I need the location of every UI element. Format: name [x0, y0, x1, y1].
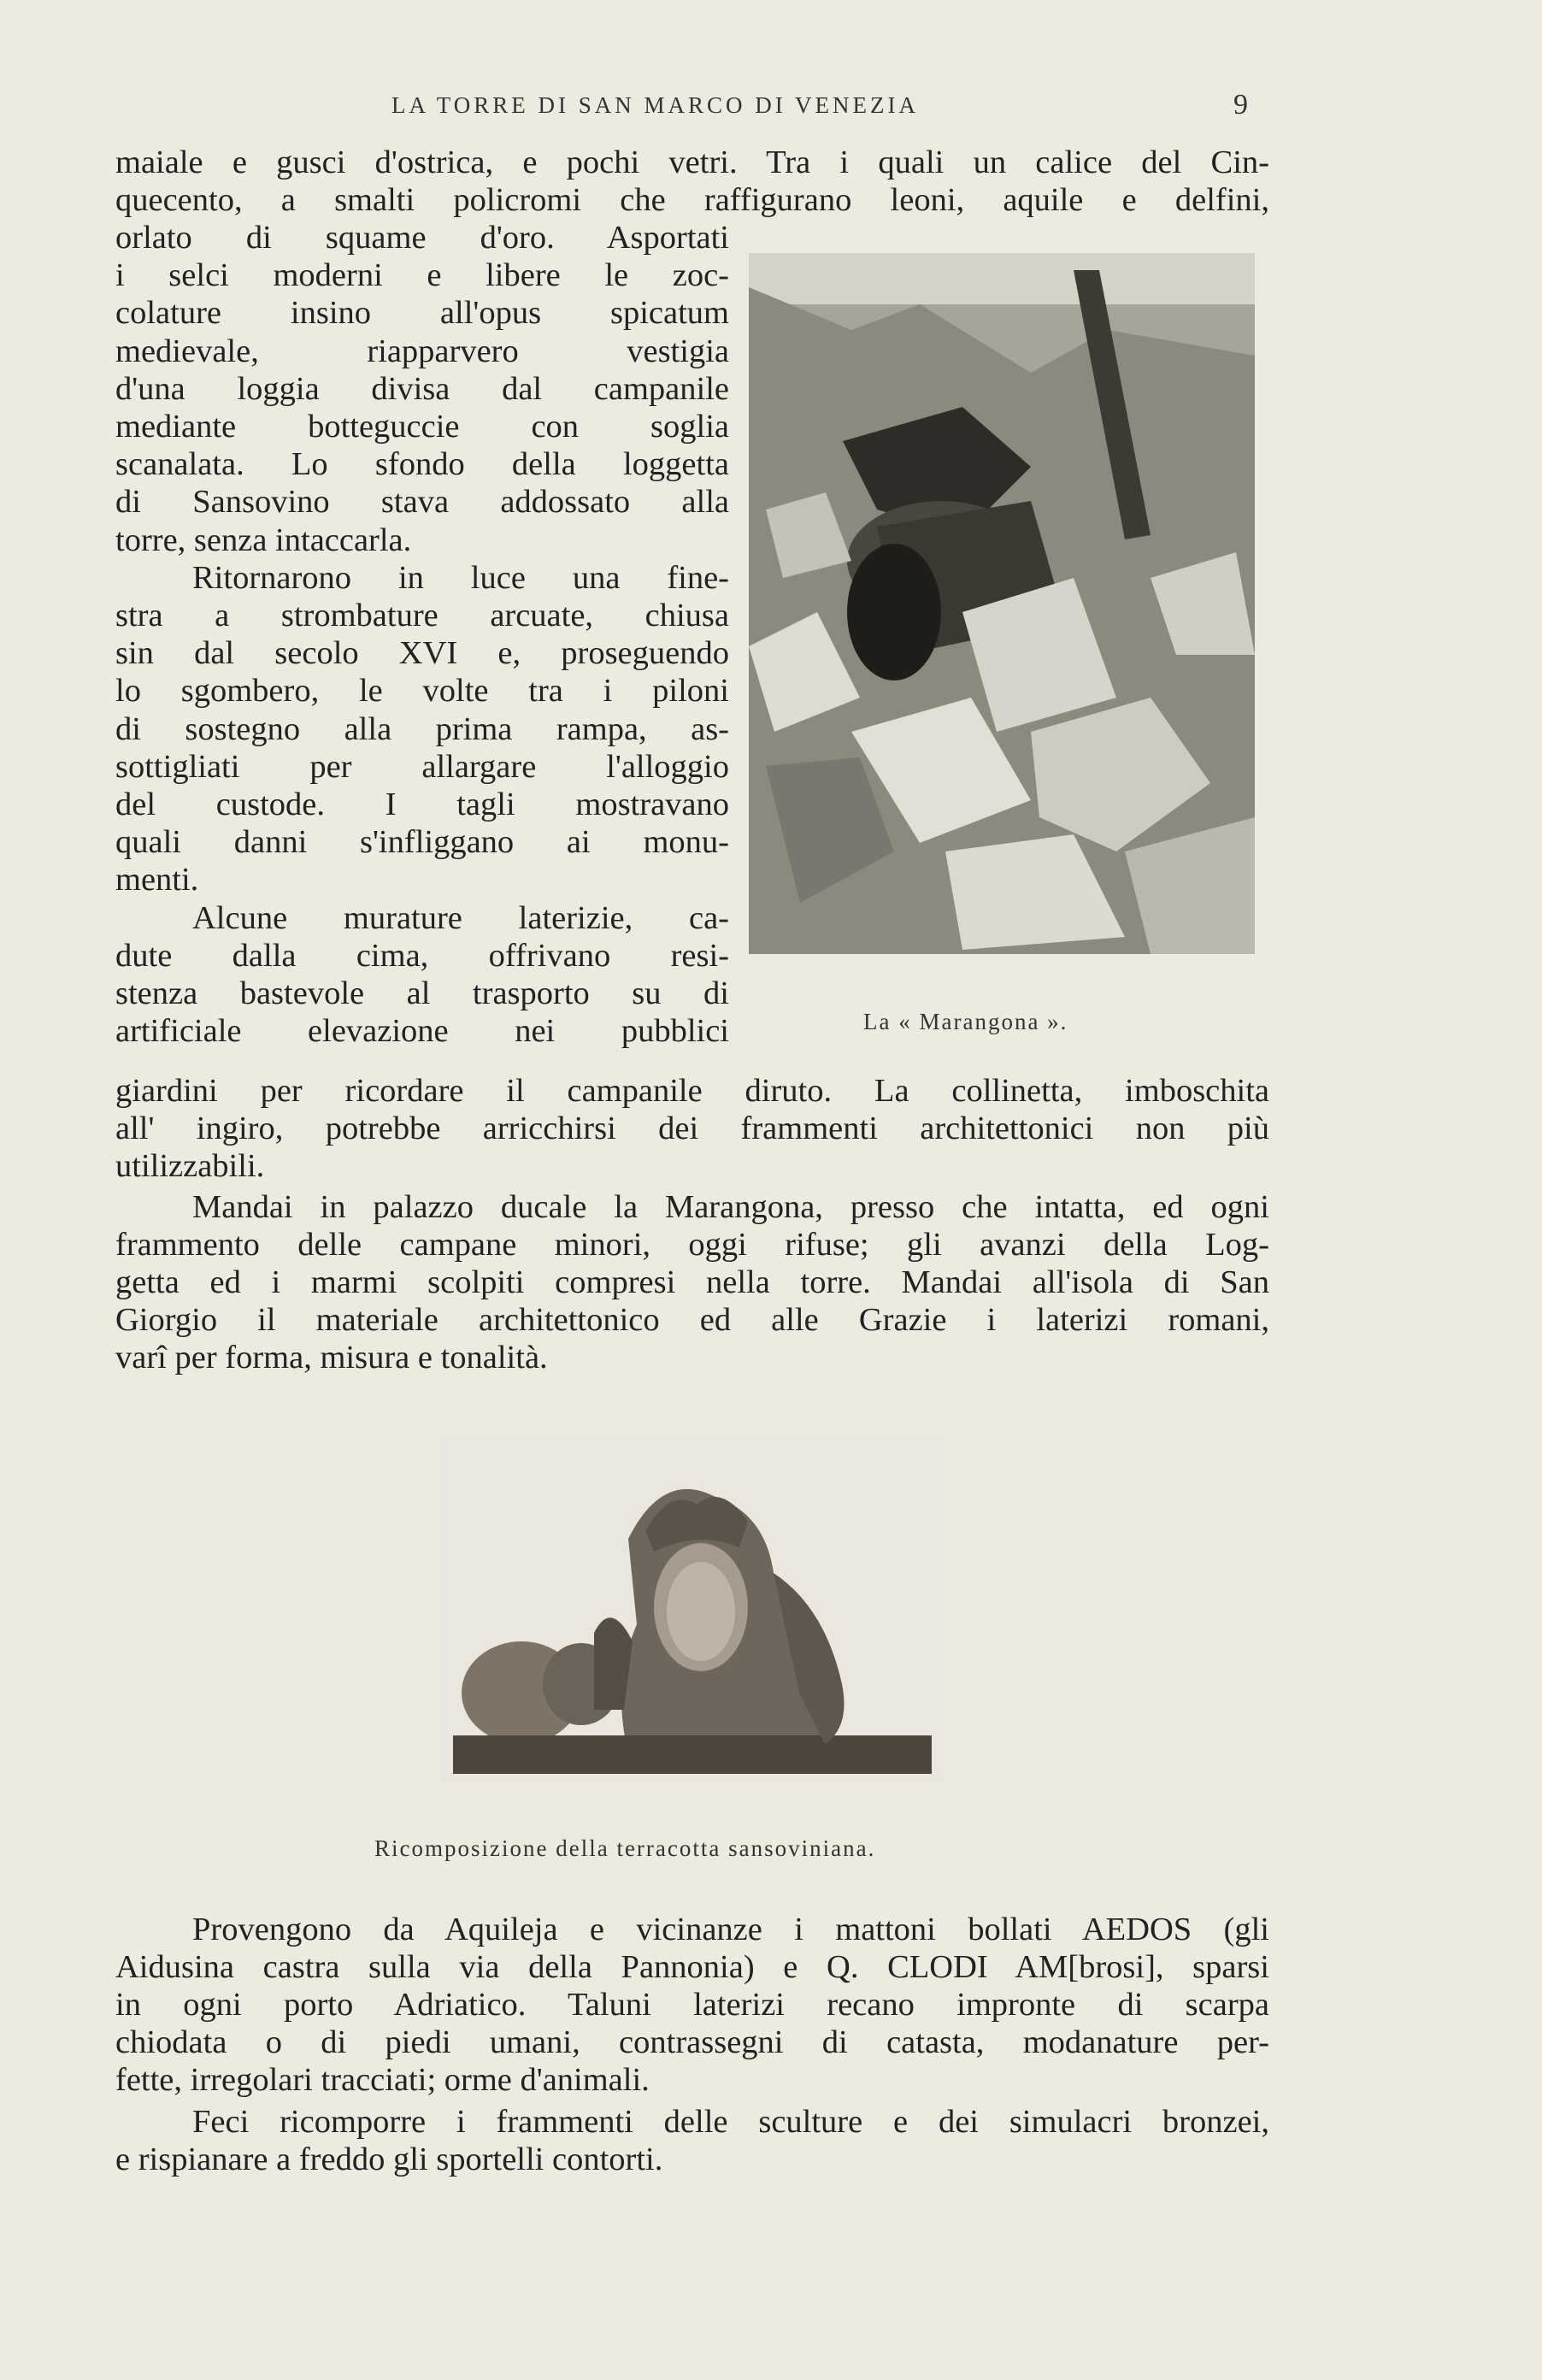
text-line: di sostegno alla prima rampa, as-: [115, 710, 729, 747]
text-line: mediante botteguccie con soglia: [115, 409, 729, 445]
marangona-bell-photo: [749, 253, 1255, 954]
page-number: 9: [1233, 89, 1248, 121]
text-line: di Sansovino stava addossato alla: [115, 484, 729, 521]
text-line: artificiale elevazione nei pubblici: [115, 1013, 729, 1050]
caption-terracotta: Ricomposizione della terracotta sansoviniana.: [374, 1835, 876, 1861]
column-text: [115, 219, 729, 1050]
text-line: del custode. I tagli mostravano: [115, 786, 729, 823]
text-line: getta ed i marmi scolpiti compresi nella torre. Mandai all'isola di San: [115, 1264, 1269, 1300]
text-line: Aidusina castra sulla via della Pannonia) e Q. CLODI AM[brosi], sparsi: [115, 1949, 1269, 1985]
text-line: fette, irregolari tracciati; orme d'animali.: [115, 2062, 650, 2098]
caption-marangona: La « Marangona ».: [863, 1009, 1068, 1034]
text-line: menti.: [115, 862, 199, 898]
continuation-lines: [115, 1072, 1269, 1185]
text-line: stra a strombature arcuate, chiusa: [115, 598, 729, 634]
text-line: quali danni s'infliggano ai monu-: [115, 824, 729, 861]
terracotta-sculpture-photo: [440, 1436, 945, 1782]
text-line: colature insino all'opus spicatum: [115, 295, 729, 332]
paragraph-feci: [115, 2103, 1269, 2178]
text-line: i selci moderni e libere le zoc-: [115, 257, 729, 294]
text-line: Alcune murature laterizie, ca-: [192, 899, 729, 936]
text-line: chiodata o di piedi umani, contrassegni di catasta, modanature per-: [115, 2024, 1269, 2060]
text-line: torre, senza intaccarla.: [115, 521, 412, 558]
opening-lines: [115, 144, 1269, 219]
text-line: Ritornarono in luce una fine-: [192, 559, 729, 596]
text-line: sin dal secolo XVI e, proseguendo: [115, 635, 729, 672]
text-line: giardini per ricordare il campanile diruto. La collinetta, imboschita: [115, 1073, 1269, 1109]
paragraph-provengono: [115, 1911, 1269, 2099]
text-line: utilizzabili.: [115, 1148, 265, 1184]
text-line: d'una loggia divisa dal campanile: [115, 370, 729, 407]
text-line: frammento delle campane minori, oggi rifuse; gli avanzi della Log-: [115, 1227, 1269, 1263]
text-line: Mandai in palazzo ducale la Marangona, presso che intatta, ed ogni: [192, 1189, 1269, 1225]
text-line: sottigliati per allargare l'alloggio: [115, 748, 729, 785]
text-line: Provengono da Aquileja e vicinanze i mattoni bollati AEDOS (gli: [192, 1912, 1269, 1947]
running-title: LA TORRE DI SAN MARCO DI VENEZIA: [391, 92, 920, 118]
text-line: medievale, riapparvero vestigia: [115, 333, 729, 369]
text-line: maiale e gusci d'ostrica, e pochi vetri. Tra i quali un calice del Cin-: [115, 144, 1269, 180]
text-line: varî per forma, misura e tonalità.: [115, 1340, 548, 1376]
text-line: quecento, a smalti policromi che raffigurano leoni, aquile e delfini,: [115, 182, 1269, 218]
text-line: Giorgio il materiale architettonico ed alle Grazie i laterizi romani,: [115, 1302, 1269, 1338]
text-line: dute dalla cima, offrivano resi-: [115, 937, 729, 974]
text-line: in ogni porto Adriatico. Taluni laterizi recano impronte di scarpa: [115, 1987, 1269, 2023]
paragraph-mandai: [115, 1188, 1269, 1376]
text-line: Feci ricomporre i frammenti delle sculture e dei simulacri bronzei,: [192, 2104, 1269, 2140]
text-line: e rispianare a freddo gli sportelli contorti.: [115, 2141, 663, 2177]
text-line: all' ingiro, potrebbe arricchirsi dei frammenti architettonici non più: [115, 1110, 1269, 1146]
text-line: orlato di squame d'oro. Asportati: [115, 220, 729, 256]
text-line: lo sgombero, le volte tra i piloni: [115, 673, 729, 710]
text-line: stenza bastevole al trasporto su di: [115, 975, 729, 1012]
text-line: scanalata. Lo sfondo della loggetta: [115, 446, 729, 483]
